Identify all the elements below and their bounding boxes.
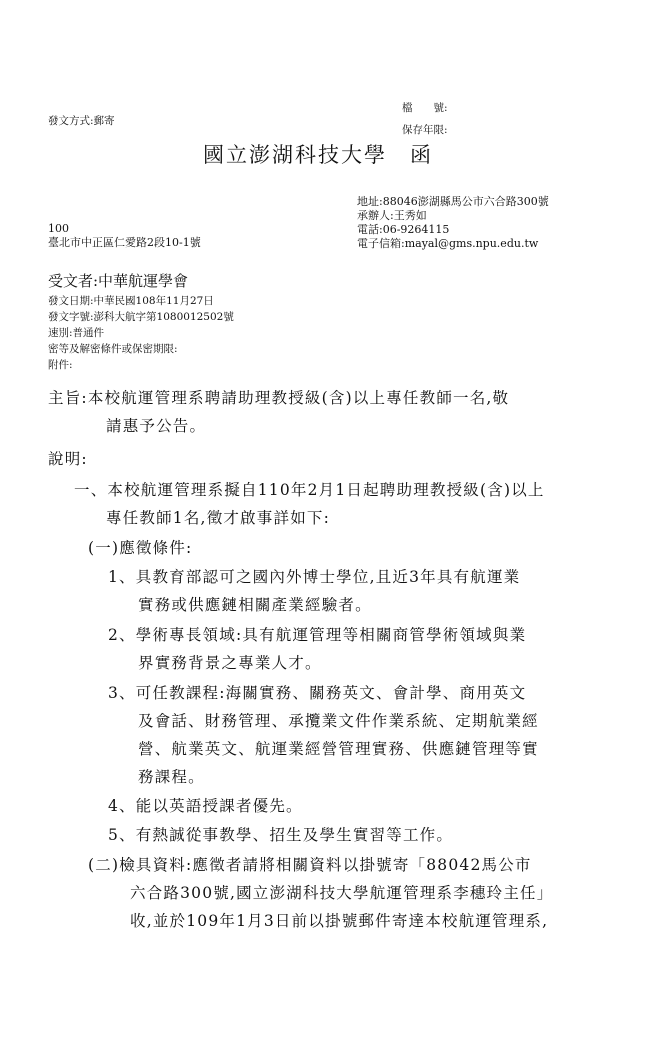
sender-email: 電子信箱:mayal@gms.npu.edu.tw	[357, 237, 539, 250]
subject-line: 請惠予公告。	[106, 417, 207, 435]
condition-line: 1、具教育部認可之國內外博士學位,且近3年具有航運業	[108, 568, 521, 586]
sub-item-documents: (二)檢具資料:應徵者請將相關資料以掛號寄「88042馬公市	[88, 856, 532, 874]
condition-line: 5、有熱誠從事教學、招生及學生實習等工作。	[108, 826, 454, 844]
condition-line: 營、航業英文、航運業經營管理實務、供應鏈管理等實	[138, 740, 539, 758]
item-one-line: 一、本校航運管理系擬自110年2月1日起聘助理教授級(含)以上	[74, 481, 545, 499]
condition-line: 及會話、財務管理、承攬業文件作業系統、定期航業經	[138, 712, 539, 730]
subject-line: 主旨:本校航運管理系聘請助理教授級(含)以上專任教師一名,敬	[48, 389, 510, 407]
sender-phone: 電話:06-9264115	[357, 223, 450, 236]
condition-line: 4、能以英語授課者優先。	[108, 797, 303, 815]
document-number: 發文字號:澎科大航字第1080012502號	[48, 311, 234, 323]
condition-line: 3、可任教課程:海關實務、關務英文、會計學、商用英文	[108, 684, 527, 702]
recipient-name: 受文者:中華航運學會	[48, 272, 189, 290]
file-number-label: 檔 號:	[402, 102, 448, 114]
postal-code: 100	[48, 222, 69, 235]
delivery-speed: 速別:普通件	[48, 327, 105, 339]
sender-address: 地址:88046澎湖縣馬公市六合路300號	[357, 195, 549, 208]
issue-date: 發文日期:中華民國108年11月27日	[48, 295, 214, 307]
condition-line: 實務或供應鏈相關產業經驗者。	[138, 596, 372, 614]
retention-period-label: 保存年限:	[402, 124, 448, 136]
attachment-label: 附件:	[48, 359, 73, 371]
condition-line: 界實務背景之專業人才。	[138, 654, 322, 672]
secrecy-level: 密等及解密條件或保密期限:	[48, 343, 178, 355]
recipient-street: 臺北市中正區仁愛路2段10-1號	[48, 236, 201, 249]
sender-contact: 承辦人:王秀如	[357, 209, 427, 222]
send-method: 發文方式:郵寄	[48, 115, 115, 127]
explanation-label: 說明:	[48, 450, 88, 468]
item-one-line: 專任教師1名,徵才啟事詳如下:	[106, 509, 331, 527]
sub-item-documents: 六合路300號,國立澎湖科技大學航運管理系李穗玲主任」	[130, 884, 554, 902]
sub-item-documents: 收,並於109年1月3日前以掛號郵件寄達本校航運管理系,	[130, 912, 549, 930]
condition-line: 2、學術專長領域:具有航運管理等相關商管學術領域與業	[108, 626, 527, 644]
document-title: 國立澎湖科技大學 函	[203, 143, 433, 167]
condition-line: 務課程。	[138, 768, 205, 786]
sub-item-requirements: (一)應徵條件:	[88, 539, 193, 557]
